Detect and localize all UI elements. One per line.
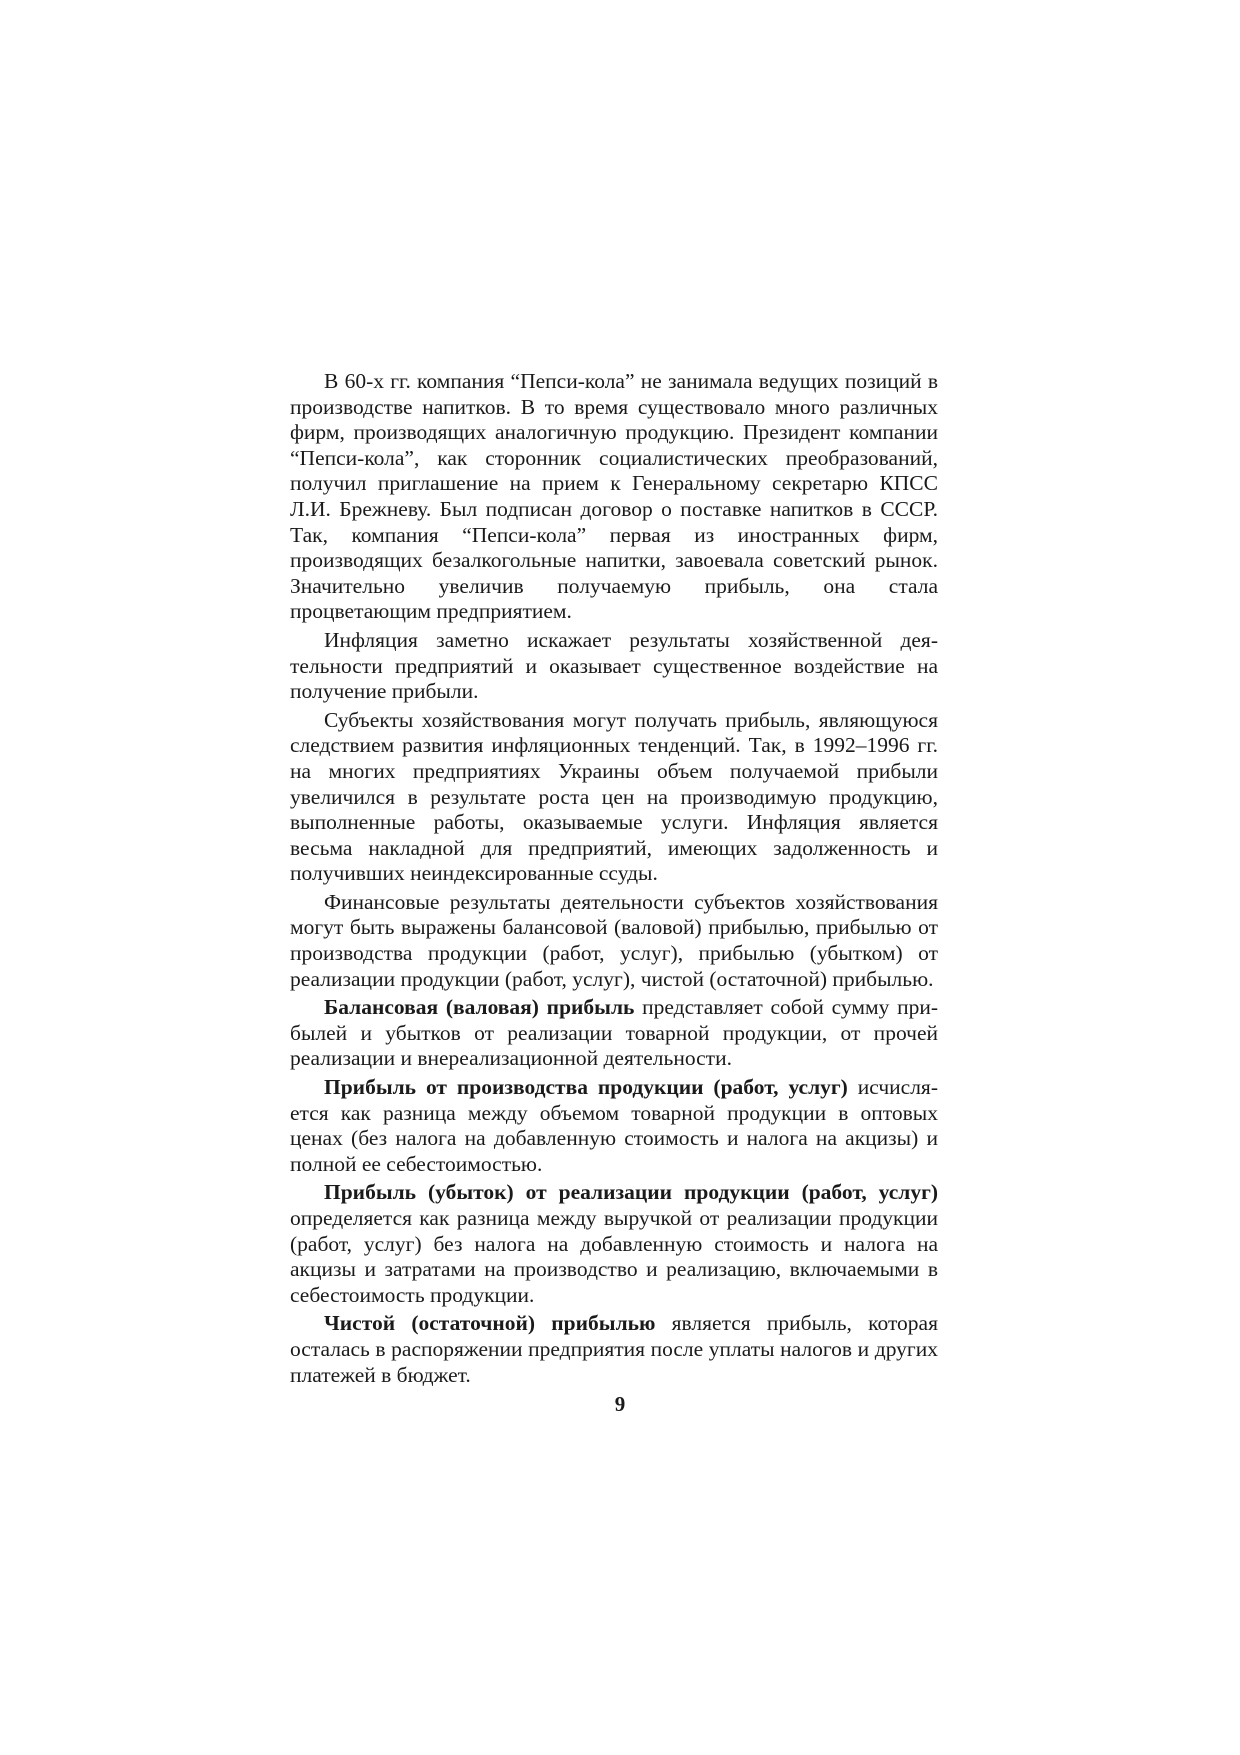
paragraph-text: Субъекты хозяйствования могут получать прибыль, являющуюся следствием развития инфляционных тенденций. Так, в 1992–1996 гг. на многих предприятиях Украины объем получаемой прибыли увеличился в результате роста цен на производимую продукцию, выполненные работы, оказываемые услуги. Инфляция является весьма накладной для предприятий, имеющих задолженность и получивших неиндексированные ссуды. xyxy=(290,707,938,886)
paragraph-term: Прибыль от производства продукции (работ, услуг) xyxy=(324,1075,848,1100)
paragraph-text: представляет собой сумму прибылей и убытков от реализации товарной продукции, от прочей реализации и внереализационной деятельности. xyxy=(290,995,938,1071)
paragraph-balance-profit xyxy=(290,995,938,1072)
paragraph-financial-results xyxy=(290,890,938,992)
paragraph-text: исчисляется как разница между объемом товарной продукции в оптовых ценах (без налога на добавленную стоимость и налога на акцизы) и полной ее себестоимостью. xyxy=(290,1075,938,1176)
paragraph-text: Финансовые результаты деятельности субъектов хозяйствования могут быть выражены балансовой (валовой) прибылью, прибылью от производства продукции (работ, услуг), прибылью (убытком) от реализации продукции (работ, услуг), чистой (остаточной) прибылью. xyxy=(290,889,938,991)
paragraph-inflation xyxy=(290,628,938,705)
paragraph-text: определяется как разница между выручкой от реализации продукции (работ, услуг) без налога на добавленную стоимость и налога на акцизы и затратами на производство и реализацию, включаемыми в себестоимость продукции. xyxy=(290,1206,938,1307)
paragraph-term: Чистой (остаточной) прибылью xyxy=(324,1311,656,1336)
paragraph-production-profit xyxy=(290,1075,938,1177)
body-text xyxy=(290,369,938,1391)
page-number: 9 xyxy=(614,1392,626,1416)
paragraph-net-profit xyxy=(290,1311,938,1388)
paragraph-text: Инфляция заметно искажает результаты хозяйственной деятельности предприятий и оказывает существенное воздействие на получение прибыли. xyxy=(290,627,938,704)
paragraph-subjects xyxy=(290,708,938,887)
paragraph-text: является прибыль, которая осталась в распоряжении предприятия после уплаты налогов и других платежей в бюджет. xyxy=(290,1311,938,1387)
paragraph-text: В 60-х гг. компания “Пепси-кола” не занимала ведущих позиций в производстве напитков. В то время существовало много различных фирм, производящих аналогичную продукцию. Президент компании “Пепси-кола”, как сторонник социалистических преобразований, получил приглашение на прием к Генеральному секретарю КПСС Л.И. Брежневу. Был подписан договор о поставке напитков в СССР. Так, компания “Пепси-кола” первая из иностранных фирм, производящих безалкогольные напитки, завоевала советский рынок. Значительно увеличив получаемую прибыль, она стала процветающим предприятием. xyxy=(290,369,938,624)
paragraph-term: Балансовая (валовая) прибыль xyxy=(324,995,635,1020)
paragraph-sales-profit xyxy=(290,1180,938,1308)
paragraph-pepsi xyxy=(290,369,938,625)
paragraph-term: Прибыль (убыток) от реализации продукции (работ, услуг) xyxy=(324,1180,938,1205)
